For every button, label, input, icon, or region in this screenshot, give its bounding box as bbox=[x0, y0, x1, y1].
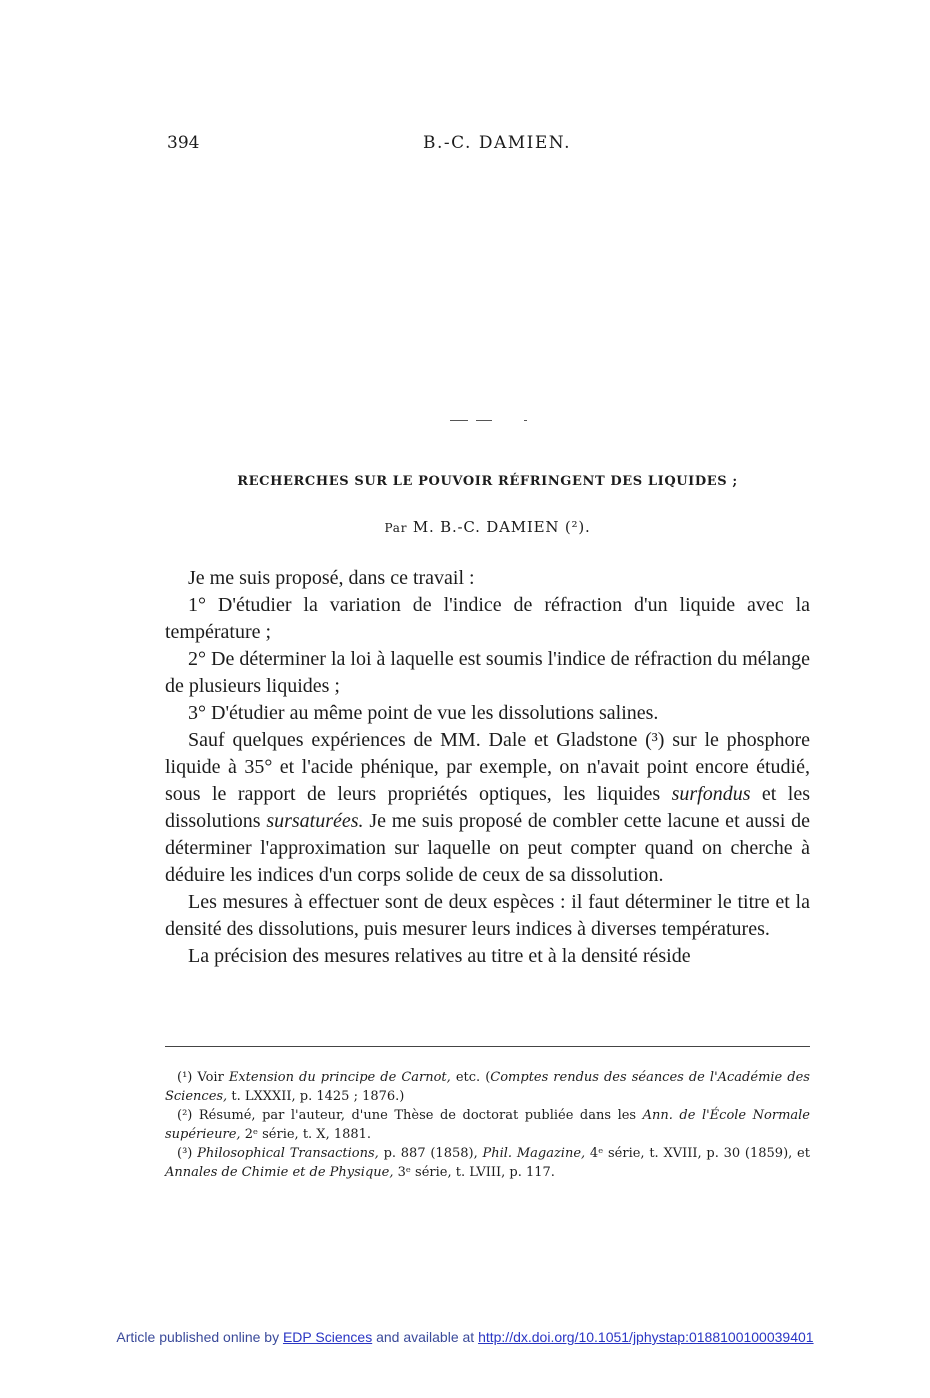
running-title: B.-C. DAMIEN. bbox=[423, 133, 571, 153]
paragraph-text: Je me suis proposé de combler cette lacune et aussi de déterminer l'approximation sur laquelle on peut compter quand on cherche à déduire les indices d'un corps solide de ceux de sa dissolution. bbox=[165, 810, 810, 886]
footnotes bbox=[165, 1068, 810, 1182]
paragraph bbox=[165, 727, 810, 889]
footnote-text: t. LXXXII, p. 1425 ; 1876.) bbox=[231, 1089, 405, 1104]
footnote-text: etc. ( bbox=[455, 1070, 491, 1085]
footnote-italic: Ann. de l'École Normale supérieure, bbox=[165, 1108, 810, 1142]
running-head bbox=[165, 133, 810, 157]
paragraph-text: Sauf quelques expériences de MM. Dale et Gladstone (³) sur le phosphore liquide à 35° et l'acide phénique, par exemple, on n'avait point encore étudié, sous le rapport de leurs propriétés optiques, les liquides bbox=[165, 729, 810, 805]
footnote-2 bbox=[165, 1106, 810, 1144]
paragraph-text: et les dissolutions bbox=[165, 783, 810, 832]
publication-footer bbox=[0, 1329, 930, 1345]
footnote-text: 2ᵉ série, t. X, 1881. bbox=[244, 1127, 372, 1142]
footer-text: and available at bbox=[376, 1329, 475, 1345]
publisher-link[interactable]: EDP Sciences bbox=[282, 1329, 373, 1345]
footnote-marker: (¹) bbox=[177, 1070, 193, 1085]
footnote-text: p. 887 (1858), bbox=[383, 1146, 478, 1161]
doi-link[interactable]: http://dx.doi.org/10.1051/jphystap:0188100100039401 bbox=[478, 1329, 814, 1345]
footer-text: Article published online by bbox=[116, 1329, 280, 1345]
footnote-italic: Philosophical Transactions, bbox=[197, 1146, 379, 1161]
footnote-marker: (²) bbox=[177, 1108, 193, 1123]
byline-prefix: Par bbox=[384, 521, 408, 535]
footnote-text: Voir bbox=[197, 1070, 224, 1085]
footnote-italic: Extension du principe de Carnot, bbox=[228, 1070, 451, 1085]
paragraph: 3° D'étudier au même point de vue les dissolutions salines. bbox=[188, 702, 659, 724]
paragraph: 2° De déterminer la loi à laquelle est soumis l'indice de réfraction du mélange de plusieurs liquides ; bbox=[165, 648, 810, 697]
footnote-3 bbox=[165, 1144, 810, 1182]
footnote-1 bbox=[165, 1068, 810, 1106]
paragraph: Les mesures à effectuer sont de deux espèces : il faut déterminer le titre et la densité des dissolutions, puis mesurer leurs indices à diverses températures. bbox=[165, 891, 810, 940]
byline bbox=[165, 518, 810, 536]
footnote-marker: (³) bbox=[177, 1146, 193, 1161]
italic-term: surfondus bbox=[671, 783, 751, 805]
article-title: RECHERCHES SUR LE POUVOIR RÉFRINGENT DES LIQUIDES ; bbox=[237, 474, 738, 489]
paragraph: 1° D'étudier la variation de l'indice de réfraction d'un liquide avec la température ; bbox=[165, 594, 810, 643]
footnote-italic: Comptes rendus des séances de l'Académie des Sciences, bbox=[165, 1070, 810, 1104]
body-text bbox=[165, 565, 810, 970]
section-separator bbox=[450, 420, 530, 422]
footnote-rule bbox=[165, 1046, 810, 1047]
footnote-italic: Phil. Magazine, bbox=[482, 1146, 586, 1161]
footnote-text: 3ᵉ série, t. LVIII, p. 117. bbox=[397, 1165, 555, 1180]
page-number: 394 bbox=[167, 133, 200, 153]
italic-term: sursaturées. bbox=[266, 810, 364, 832]
footnote-text: Résumé, par l'auteur, d'une Thèse de doctorat publiée dans les bbox=[198, 1108, 637, 1123]
footnote-text: 4ᵉ série, t. XVIII, p. 30 (1859), et bbox=[589, 1146, 810, 1161]
byline-note: (²). bbox=[564, 518, 591, 536]
paragraph: Je me suis proposé, dans ce travail : bbox=[188, 567, 475, 589]
paragraph: La précision des mesures relatives au titre et à la densité réside bbox=[188, 945, 691, 967]
footnote-italic: Annales de Chimie et de Physique, bbox=[165, 1165, 394, 1180]
byline-author: M. B.-C. DAMIEN bbox=[412, 518, 560, 536]
